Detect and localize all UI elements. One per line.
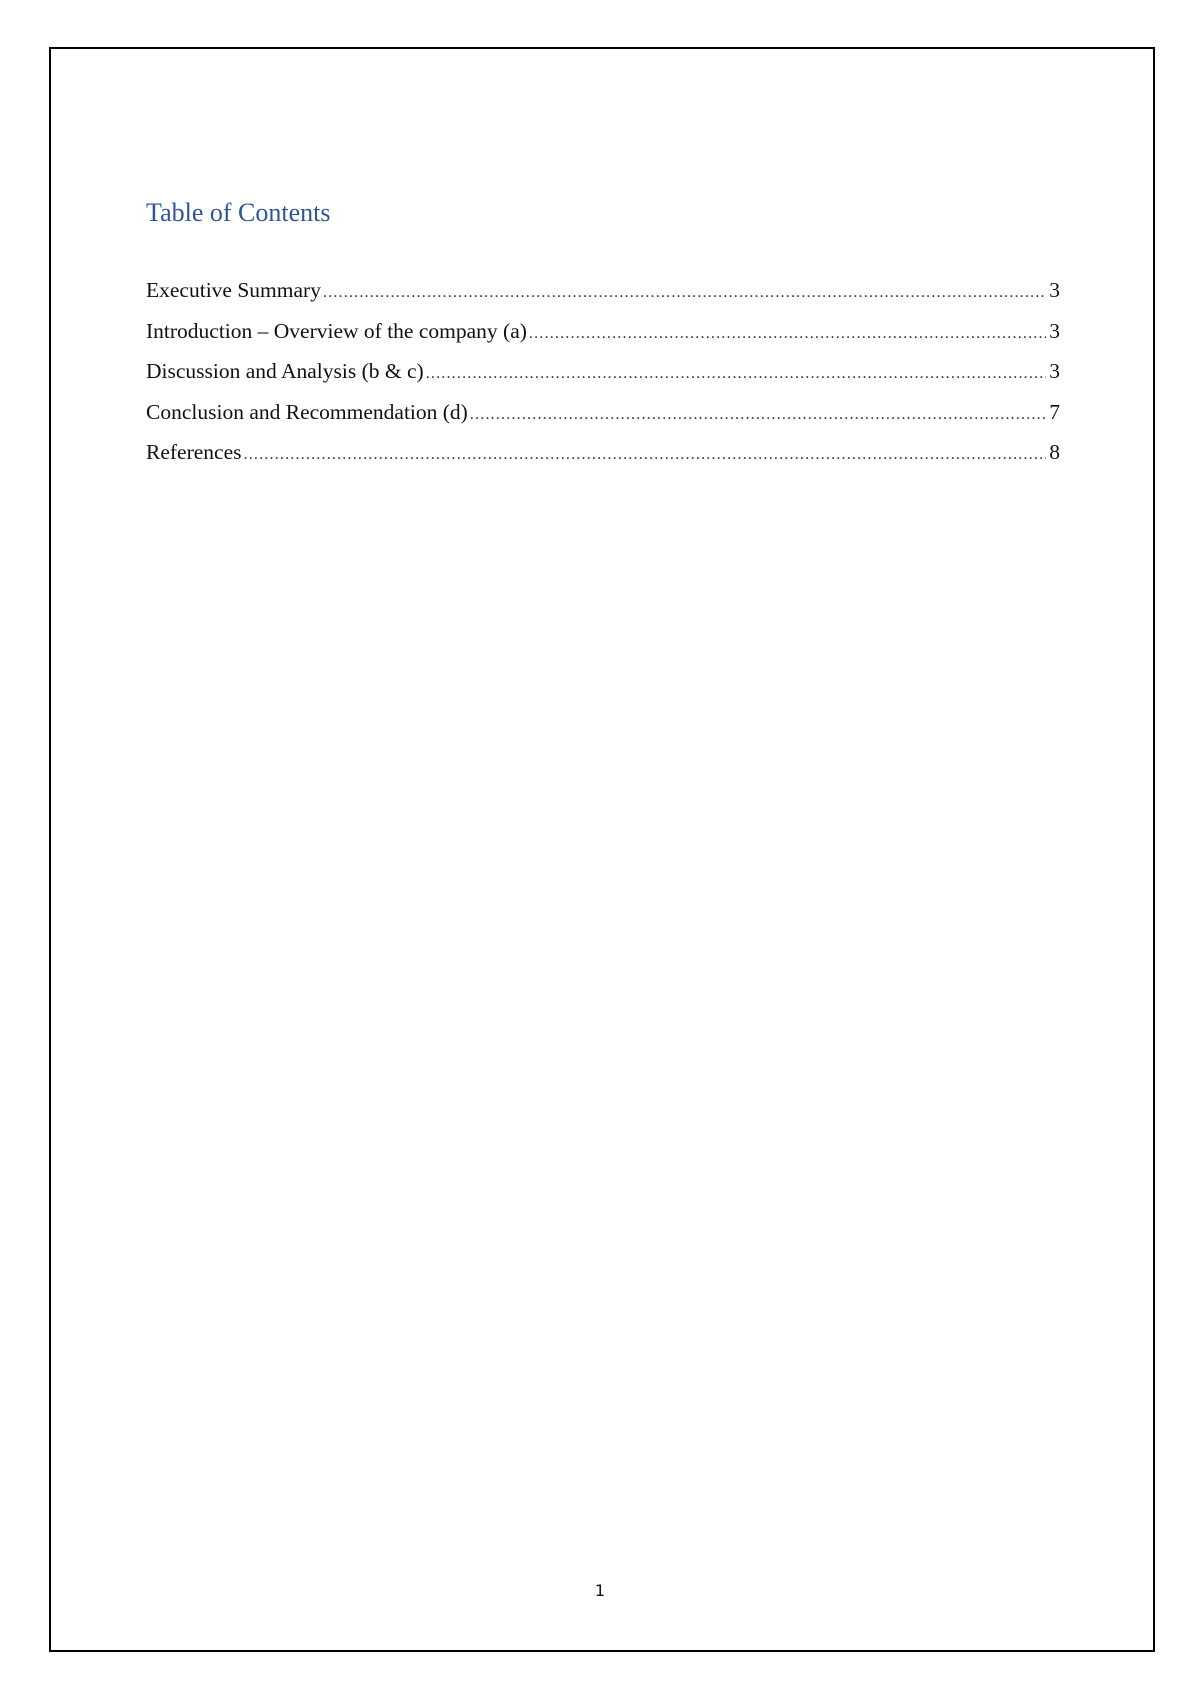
toc-dot-leader bbox=[426, 365, 1046, 383]
toc-entry-label: Conclusion and Recommendation (d) bbox=[146, 399, 468, 424]
toc-entry-page: 7 bbox=[1049, 399, 1060, 424]
toc-entry-page: 3 bbox=[1049, 278, 1060, 302]
toc-entry-page: 3 bbox=[1049, 359, 1060, 383]
toc-entry-conclusion-recommendation[interactable] bbox=[146, 400, 1060, 441]
toc-dot-leader bbox=[470, 406, 1046, 424]
toc-entry-page: 8 bbox=[1049, 440, 1060, 464]
toc-dot-leader bbox=[244, 446, 1047, 464]
toc-entry-label: References bbox=[146, 440, 242, 464]
toc-dot-leader bbox=[529, 325, 1046, 343]
toc-list bbox=[146, 278, 1060, 481]
toc-entry-label: Discussion and Analysis (b & c) bbox=[146, 359, 424, 383]
toc-entry-label: Executive Summary bbox=[146, 278, 321, 302]
toc-dot-leader bbox=[323, 284, 1046, 302]
toc-entry-executive-summary[interactable] bbox=[146, 278, 1060, 319]
toc-entry-label: Introduction – Overview of the company (a) bbox=[146, 318, 527, 343]
toc-heading: Table of Contents bbox=[146, 198, 331, 227]
toc-entry-page: 3 bbox=[1049, 318, 1060, 343]
page-number: 1 bbox=[594, 1581, 606, 1600]
toc-entry-introduction[interactable] bbox=[146, 319, 1060, 360]
toc-entry-references[interactable] bbox=[146, 440, 1060, 481]
toc-entry-discussion-analysis[interactable] bbox=[146, 359, 1060, 400]
